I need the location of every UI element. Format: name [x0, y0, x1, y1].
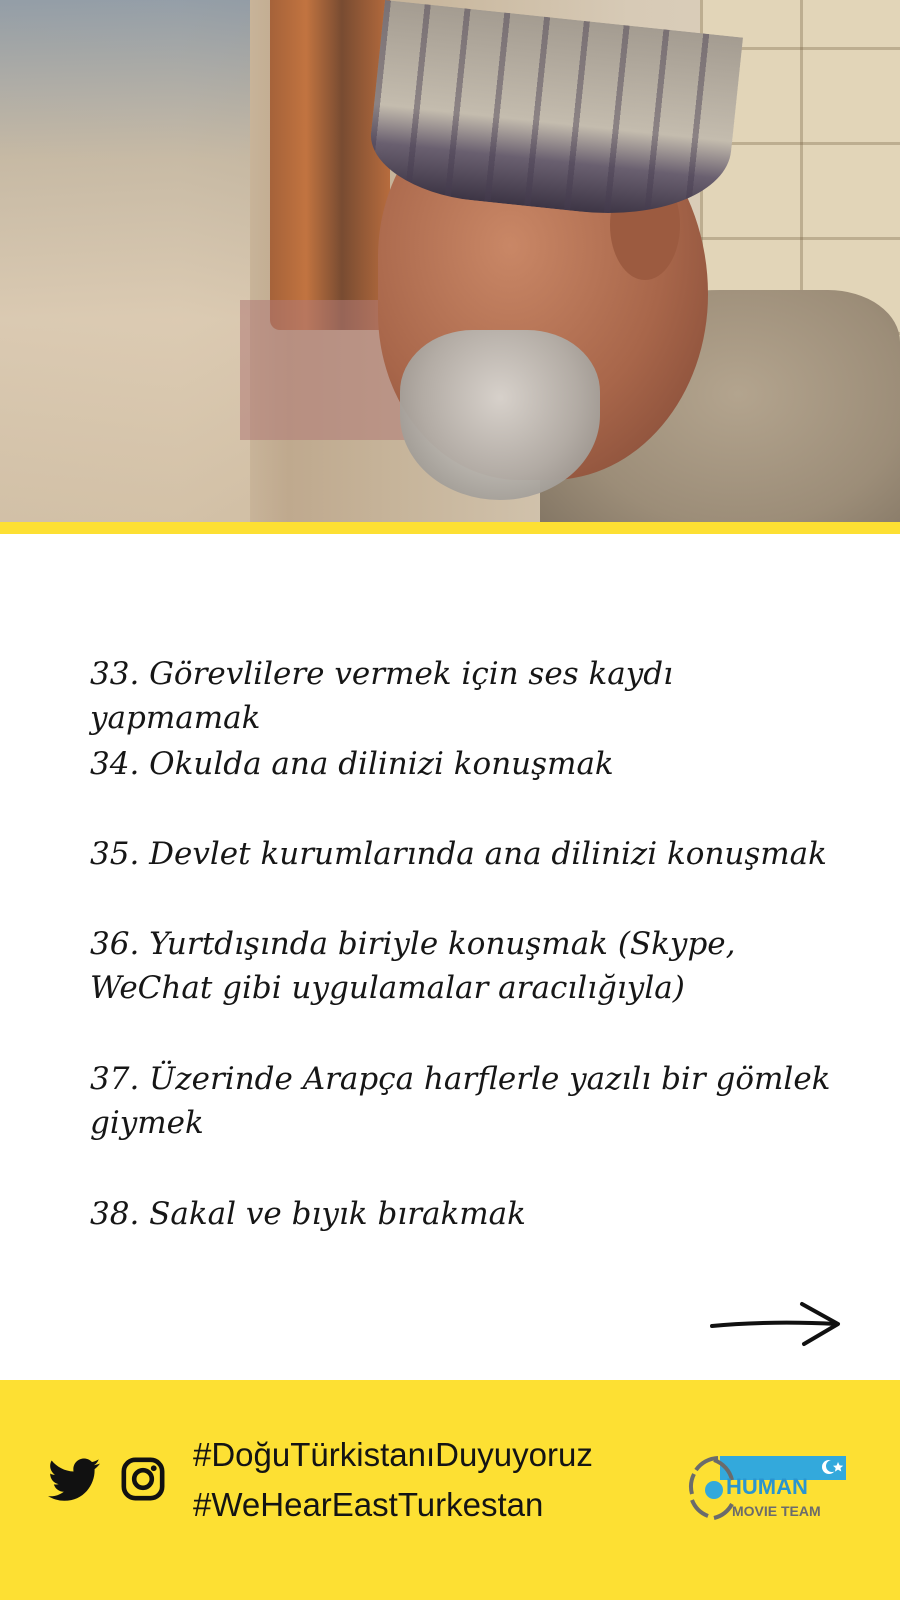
- logo-subtitle: MOVIE TEAM: [732, 1503, 821, 1519]
- logo-title: HUMAN: [726, 1474, 808, 1499]
- hero-photo: [0, 0, 900, 532]
- hashtag-turkish[interactable]: #DoğuTürkistanıDuyuyoruz: [193, 1436, 593, 1473]
- instagram-icon[interactable]: [120, 1456, 166, 1502]
- list-item: 34. Okulda ana dilinizi konuşmak: [90, 746, 614, 782]
- list-item: 33. Görevlilere vermek için ses kaydı yapmamak: [90, 656, 673, 736]
- list-item: 36. Yurtdışında biriyle konuşmak (Skype, WeChat gibi uygulamalar aracılığıyla): [90, 926, 736, 1006]
- yellow-divider: [0, 522, 900, 534]
- list-item: 38. Sakal ve bıyık bırakmak: [90, 1196, 526, 1232]
- human-movie-team-logo: [688, 1454, 848, 1524]
- hashtag-block: [193, 1430, 653, 1530]
- next-arrow-icon[interactable]: [710, 1296, 850, 1352]
- photo-window-frame: [270, 0, 390, 330]
- list-item: 35. Devlet kurumlarında ana dilinizi konuşmak: [90, 836, 827, 872]
- footer-bar: [0, 1380, 900, 1600]
- twitter-icon[interactable]: [48, 1458, 100, 1502]
- photo-beard: [400, 330, 600, 500]
- list-item: 37. Üzerinde Arapça harflerle yazılı bir gömlek giymek: [90, 1061, 831, 1141]
- hashtag-english[interactable]: #WeHearEastTurkestan: [193, 1486, 544, 1523]
- photo-background-wall: [0, 0, 250, 532]
